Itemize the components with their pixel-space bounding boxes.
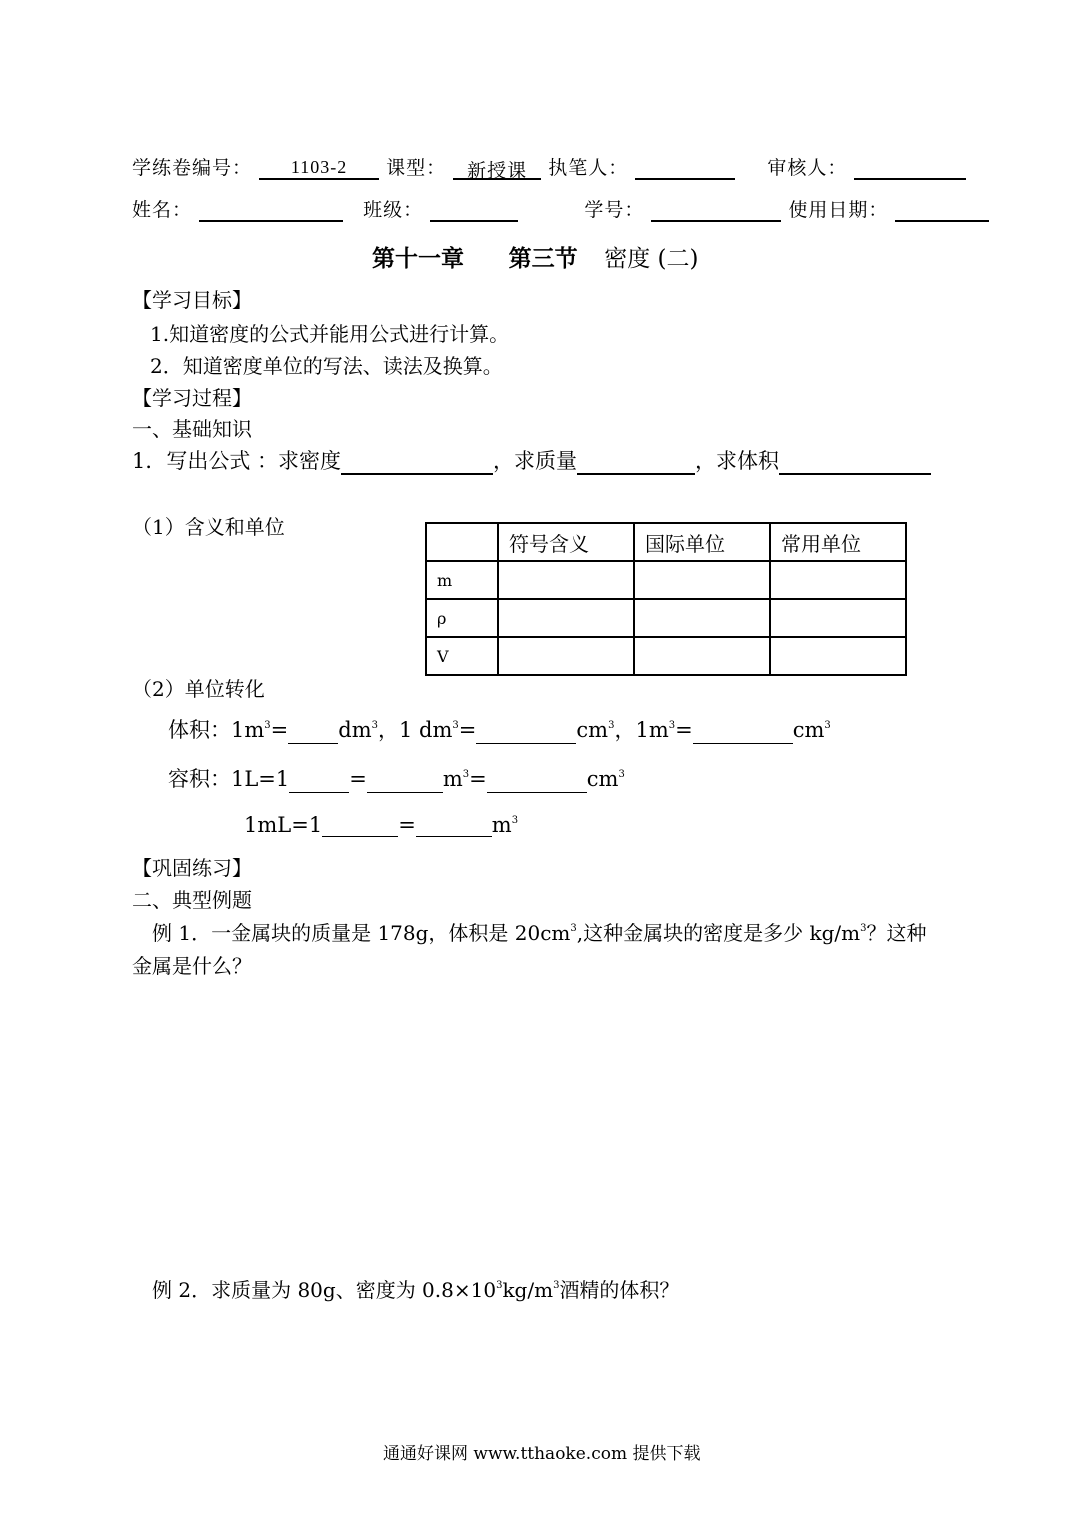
example-1-line-1: [152, 917, 926, 946]
example-2: [152, 1274, 679, 1303]
ml-unit-field[interactable]: [322, 814, 398, 837]
liter-m3-field[interactable]: [367, 770, 443, 793]
table-header-cell: 常用单位: [770, 523, 906, 561]
sup: 3: [462, 769, 470, 780]
serial-value: 1103-2: [290, 157, 348, 177]
header-row-1: [132, 153, 966, 180]
m3-to-dm3-field[interactable]: [288, 721, 338, 744]
table-header-cell: 符号含义: [498, 523, 634, 561]
liter-unit-field[interactable]: [289, 770, 349, 793]
sup: 3: [511, 815, 519, 826]
sup: 3: [264, 720, 271, 731]
capacity-label: 容积：: [168, 767, 231, 791]
sup: 3: [570, 923, 577, 934]
row-symbol: ρ: [426, 599, 498, 637]
table-cell[interactable]: [498, 637, 634, 675]
id-field[interactable]: [651, 198, 781, 222]
sup: 3: [824, 720, 831, 731]
formula-row: [132, 445, 931, 475]
formula-prefix: 1．写出公式 ：求密度: [132, 449, 342, 473]
serial-label: 学练卷编号：: [132, 157, 253, 179]
c2-text: 1mL=1: [244, 813, 323, 837]
date-field[interactable]: [895, 198, 989, 222]
mass-formula-field[interactable]: [577, 451, 695, 475]
dm3-to-cm3-field[interactable]: [476, 721, 576, 744]
eq: =: [458, 718, 477, 742]
ex1-text-c: ？这种: [866, 921, 927, 945]
table-header-row: [426, 523, 906, 561]
header-row-2: [132, 195, 989, 222]
eq: =: [270, 718, 289, 742]
sup: 3: [860, 923, 867, 934]
unit: cm: [576, 718, 609, 742]
table-cell[interactable]: [770, 599, 906, 637]
type-value: 新授课: [467, 160, 528, 182]
name-field[interactable]: [199, 198, 343, 222]
class-label: 班级：: [363, 199, 424, 221]
sup: 3: [608, 720, 615, 731]
title-section: 第三节: [508, 245, 578, 272]
name-label: 姓名：: [132, 199, 193, 221]
ml-conversion-row: [244, 813, 518, 837]
type-label: 课型：: [386, 157, 447, 179]
meaning-heading: （1）含义和单位: [132, 515, 285, 539]
volume-formula-field[interactable]: [779, 451, 931, 475]
table-cell[interactable]: [634, 637, 770, 675]
eq: =: [398, 813, 416, 837]
unit: dm: [338, 718, 372, 742]
date-label: 使用日期：: [788, 199, 889, 221]
sup: 3: [668, 720, 676, 731]
examples-heading: 二、典型例题: [132, 888, 252, 912]
c1-text: 1L=1: [231, 767, 290, 791]
v2-text: ，1 dm: [378, 718, 453, 742]
density-formula-field[interactable]: [341, 451, 493, 475]
row-symbol: m: [426, 561, 498, 599]
m3-to-cm3-field[interactable]: [693, 721, 793, 744]
title-topic: 密度 (二): [604, 246, 699, 272]
class-field[interactable]: [430, 198, 518, 222]
volume-conversion-row: [168, 714, 831, 744]
type-field[interactable]: [453, 156, 541, 180]
v3-text: ，1m: [614, 718, 669, 742]
table-cell[interactable]: [770, 637, 906, 675]
table-cell[interactable]: [634, 599, 770, 637]
goals-heading: 【学习目标】: [132, 288, 252, 312]
ex2-text-c: 酒精的体积？: [559, 1278, 680, 1302]
table-header-cell: [426, 523, 498, 561]
goal-item-2: 2．知道密度单位的写法、读法及换算。: [150, 354, 503, 378]
units-table: [425, 522, 907, 676]
unit: cm: [586, 767, 619, 791]
formula-mass-label: ，求质量: [493, 449, 578, 473]
capacity-conversion-row: [168, 763, 625, 793]
author-label: 执笔人：: [548, 157, 629, 179]
table-cell[interactable]: [498, 561, 634, 599]
sup: 3: [452, 720, 459, 731]
table-cell[interactable]: [498, 599, 634, 637]
example-1-line-2: 金属是什么？: [132, 954, 252, 978]
sup: 3: [371, 720, 378, 731]
footer-text: 通通好课网 www.tthaoke.com 提供下载: [383, 1444, 701, 1464]
formula-volume-label: ，求体积: [695, 449, 780, 473]
sup: 3: [553, 1280, 560, 1291]
id-label: 学号：: [584, 199, 645, 221]
ex1-text-a: 例 1．一金属块的质量是 178g，体积是 20cm: [152, 921, 571, 945]
unit: m: [442, 767, 463, 791]
conversion-heading: （2）单位转化: [132, 677, 265, 701]
goal-item-1: 1.知道密度的公式并能用公式进行计算。: [150, 322, 510, 346]
reviewer-field[interactable]: [854, 156, 966, 180]
reviewer-label: 审核人：: [767, 157, 848, 179]
volume-label: 体积：: [168, 718, 231, 742]
ex2-text-a: 例 2．求质量为 80g、密度为 0.8×10: [152, 1278, 497, 1302]
ml-m3-field[interactable]: [416, 814, 492, 837]
table-header-cell: 国际单位: [634, 523, 770, 561]
eq: =: [675, 718, 693, 742]
table-row: [426, 637, 906, 675]
table-cell[interactable]: [634, 561, 770, 599]
process-heading: 【学习过程】: [132, 386, 252, 410]
table-cell[interactable]: [770, 561, 906, 599]
serial-field[interactable]: [259, 156, 379, 180]
unit: cm: [792, 718, 825, 742]
sup: 3: [618, 769, 625, 780]
author-field[interactable]: [635, 156, 735, 180]
ex2-text-b: kg/m: [502, 1278, 554, 1302]
row-symbol: V: [426, 637, 498, 675]
eq: =: [469, 767, 487, 791]
title-chapter: 第十一章: [372, 245, 464, 272]
liter-cm3-field[interactable]: [487, 770, 587, 793]
sup: 3: [496, 1280, 503, 1291]
page-title: [372, 240, 699, 273]
ex1-text-b: ,这种金属块的密度是多少 kg/m: [576, 921, 861, 945]
table-row: [426, 599, 906, 637]
eq: =: [349, 767, 367, 791]
v1-text: 1m: [231, 718, 265, 742]
table-row: [426, 561, 906, 599]
unit: m: [491, 813, 512, 837]
practice-heading: 【巩固练习】: [132, 856, 252, 880]
basics-heading: 一、基础知识: [132, 417, 252, 441]
